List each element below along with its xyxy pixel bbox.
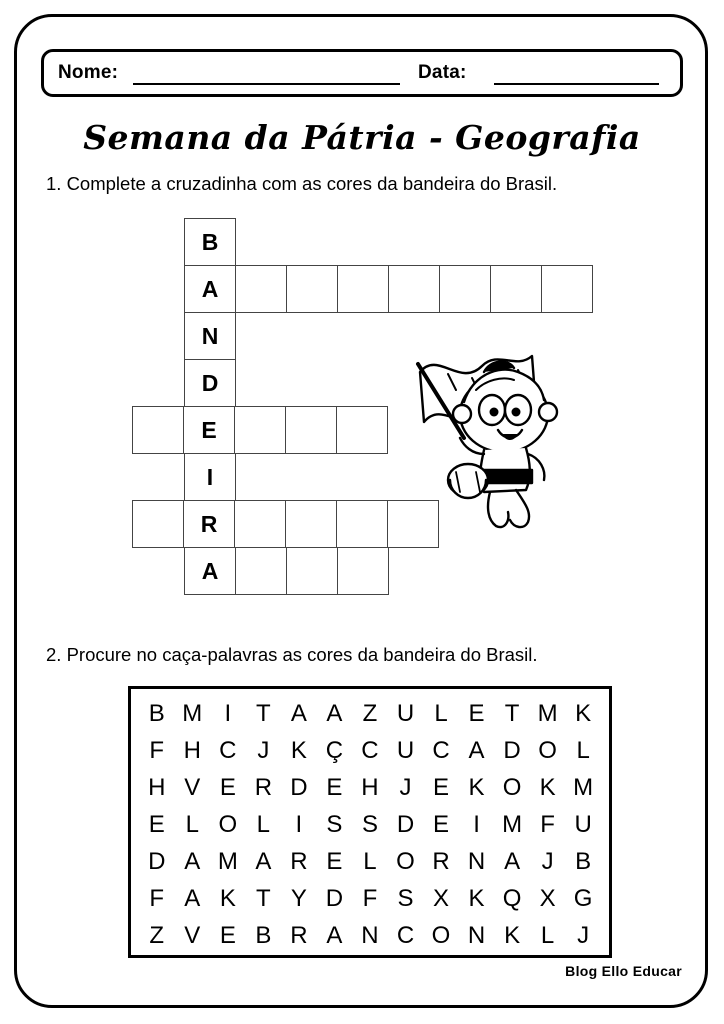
word-search-letter[interactable]: O (218, 810, 238, 838)
word-search-letter[interactable]: M (502, 810, 523, 838)
crossword-row (132, 406, 387, 454)
word-search-letter[interactable]: N (467, 921, 486, 949)
word-search-grid[interactable] (128, 686, 612, 958)
word-search-letter[interactable]: M (217, 847, 238, 875)
word-search-letter[interactable]: V (184, 921, 201, 949)
word-search-letter[interactable]: T (256, 884, 271, 912)
word-search-letter[interactable]: M (537, 699, 558, 727)
word-search-letter[interactable]: T (504, 699, 520, 727)
word-search-letter[interactable]: J (577, 921, 590, 949)
word-search-row (139, 806, 601, 843)
word-search-letter[interactable]: S (326, 810, 343, 838)
word-search-letter[interactable]: U (396, 736, 415, 764)
word-search-letter[interactable]: K (468, 884, 485, 912)
word-search-letter[interactable]: L (434, 699, 448, 727)
word-search-letter[interactable]: K (219, 884, 236, 912)
word-search-letter[interactable]: I (224, 699, 232, 727)
word-search-row (139, 732, 601, 769)
word-search-letter[interactable]: B (575, 847, 592, 875)
word-search-letter[interactable]: Z (362, 699, 378, 727)
word-search-letter[interactable]: K (575, 699, 592, 727)
word-search-letter[interactable]: E (433, 773, 450, 801)
crossword-row (184, 453, 235, 501)
crossword-cell-filled: A (184, 265, 236, 313)
word-search-letter[interactable]: Y (290, 884, 307, 912)
word-search-letter[interactable]: C (396, 921, 415, 949)
instruction-1: 1. Complete a cruzadinha com as cores da bandeira do Brasil. (46, 173, 558, 194)
page-title: Semana da Pátria - Geografia (83, 118, 641, 157)
word-search-letter[interactable]: N (467, 847, 486, 875)
word-search-letter[interactable]: K (504, 921, 521, 949)
word-search-letter[interactable]: X (433, 884, 450, 912)
crossword-cell-filled: A (184, 547, 236, 595)
word-search-letter[interactable]: I (473, 810, 480, 838)
word-search-letter[interactable]: E (326, 773, 343, 801)
word-search-letter[interactable]: C (219, 736, 237, 764)
word-search-row (139, 695, 601, 732)
crossword-cell-empty[interactable] (235, 265, 287, 313)
crossword-cell-empty[interactable] (490, 265, 542, 313)
word-search-letter[interactable]: R (254, 773, 273, 801)
crossword-cell-empty[interactable] (234, 500, 286, 548)
word-search-letter[interactable]: H (148, 773, 166, 801)
word-search-letter[interactable]: O (431, 921, 451, 949)
word-search-letter[interactable]: L (256, 810, 271, 838)
word-search-letter[interactable]: E (148, 810, 165, 838)
crossword-cell-empty[interactable] (336, 406, 388, 454)
word-search-letter[interactable]: U (574, 810, 592, 838)
crossword-cell-empty[interactable] (388, 265, 440, 313)
word-search-letter[interactable]: J (541, 847, 554, 875)
word-search-letter[interactable]: E (326, 847, 343, 875)
word-search-letter[interactable]: R (432, 847, 450, 875)
word-search-letter[interactable]: O (502, 773, 522, 801)
crossword-cell-empty[interactable] (439, 265, 491, 313)
word-search-letter[interactable]: H (183, 736, 201, 764)
crossword-cell-filled: R (183, 500, 235, 548)
word-search-letter[interactable]: C (432, 736, 450, 764)
crossword-cell-empty[interactable] (132, 406, 184, 454)
crossword-row (132, 500, 438, 548)
word-search-letter[interactable]: F (540, 810, 555, 838)
crossword-row (184, 547, 388, 595)
word-search-letter[interactable]: E (219, 773, 236, 801)
crossword-cell-empty[interactable] (286, 265, 338, 313)
mascot-illustration (398, 330, 578, 550)
date-write-line[interactable] (494, 83, 659, 85)
word-search-letter[interactable]: M (573, 773, 594, 801)
crossword-cell-empty[interactable] (541, 265, 593, 313)
word-search-letter[interactable]: S (361, 810, 378, 838)
word-search-row (139, 917, 601, 954)
word-search-letter[interactable]: S (397, 884, 414, 912)
crossword-row (184, 265, 592, 313)
word-search-letter[interactable]: B (148, 699, 165, 727)
word-search-letter[interactable]: D (396, 810, 415, 838)
word-search-letter[interactable]: E (468, 699, 485, 727)
name-write-line[interactable] (133, 83, 400, 85)
word-search-letter[interactable]: O (538, 736, 557, 764)
crossword-cell-filled: B (184, 218, 236, 266)
word-search-letter[interactable]: R (290, 921, 308, 949)
word-search-letter[interactable]: U (396, 699, 415, 727)
word-search-letter[interactable]: K (290, 736, 307, 764)
word-search-letter[interactable]: Q (502, 884, 522, 912)
crossword-row (184, 218, 235, 266)
student-info-box (41, 49, 683, 97)
word-search-letter[interactable]: O (396, 847, 415, 875)
word-search-letter[interactable]: G (573, 884, 593, 912)
word-search-letter[interactable]: R (290, 847, 308, 875)
word-search-letter[interactable]: Z (149, 921, 165, 949)
crossword-cell-empty[interactable] (337, 547, 389, 595)
word-search-letter[interactable]: L (540, 921, 555, 949)
word-search-letter[interactable]: I (295, 810, 303, 838)
crossword-cell-empty[interactable] (132, 500, 184, 548)
word-search-letter[interactable]: J (399, 773, 412, 801)
crossword-cell-empty[interactable] (286, 547, 338, 595)
crossword-cell-empty[interactable] (234, 406, 286, 454)
name-label: Nome: (58, 62, 119, 83)
word-search-letter[interactable]: F (149, 736, 165, 764)
word-search-letter[interactable]: A (504, 847, 521, 875)
crossword-cell-empty[interactable] (336, 500, 388, 548)
word-search-letter[interactable]: A (326, 921, 343, 949)
crossword-cell-filled: N (184, 312, 236, 360)
date-label: Data: (418, 62, 467, 83)
crossword-row (184, 359, 235, 407)
crossword-cell-filled: E (183, 406, 235, 454)
word-search-letter[interactable]: D (148, 847, 166, 875)
crossword-cell-empty[interactable] (235, 547, 287, 595)
word-search-letter[interactable]: F (362, 884, 378, 912)
instruction-2: 2. Procure no caça-palavras as cores da bandeira do Brasil. (46, 644, 538, 665)
word-search-letter[interactable]: K (539, 773, 556, 801)
word-search-letter[interactable]: A (326, 699, 343, 727)
word-search-letter[interactable]: V (184, 773, 201, 801)
crossword-cell-filled: I (184, 453, 236, 501)
word-search-letter[interactable]: A (255, 847, 272, 875)
word-search-letter[interactable]: H (361, 773, 379, 801)
word-search-letter[interactable]: J (257, 736, 270, 764)
word-search-letter[interactable]: D (503, 736, 521, 764)
word-search-letter[interactable]: A (290, 699, 307, 727)
word-search-letter[interactable]: N (361, 921, 379, 949)
word-search-letter[interactable]: C (361, 736, 379, 764)
word-search-letter[interactable]: D (290, 773, 308, 801)
word-search-letter[interactable]: M (182, 699, 203, 727)
word-search-letter[interactable]: T (256, 699, 271, 727)
word-search-letter[interactable]: A (184, 847, 201, 875)
footer-credit: Blog Ello Educar (565, 963, 682, 979)
word-search-letter[interactable]: A (468, 736, 485, 764)
word-search-letter[interactable]: K (468, 773, 485, 801)
word-search-letter[interactable]: A (184, 884, 201, 912)
word-search-letter[interactable]: E (219, 921, 236, 949)
word-search-letter[interactable]: E (433, 810, 450, 838)
word-search-letter[interactable]: X (539, 884, 556, 912)
crossword-row (184, 312, 235, 360)
crossword-cell-empty[interactable] (337, 265, 389, 313)
word-search-letter[interactable]: L (363, 847, 377, 875)
crossword-cell-filled: D (184, 359, 236, 407)
crossword-cell-empty[interactable] (285, 406, 337, 454)
word-search-letter[interactable]: L (576, 736, 590, 764)
word-search-letter[interactable]: D (325, 884, 344, 912)
word-search-letter[interactable]: L (185, 810, 199, 838)
crossword-cell-empty[interactable] (285, 500, 337, 548)
word-search-letter[interactable]: B (255, 921, 272, 949)
word-search-row (139, 769, 601, 806)
word-search-row (139, 843, 601, 880)
word-search-letter[interactable]: F (149, 884, 165, 912)
word-search-row (139, 880, 601, 917)
word-search-letter[interactable]: Ç (325, 736, 344, 764)
